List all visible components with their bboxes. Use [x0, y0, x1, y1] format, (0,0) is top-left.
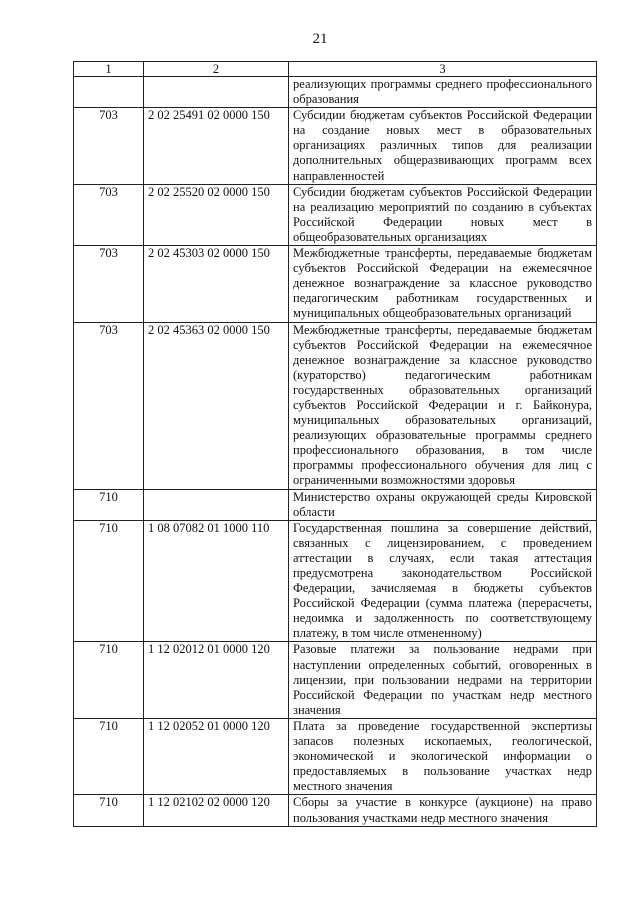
description-cell: Государственная пошлина за совершение действий, связанных с лицензированием, с проведением аттестации в случаях, если такая аттестация предусмотрена законодательством Российской Федерации, зачисляемая в бюджеты субъектов Российской Федерации (сумма платежа (перерасчеты, недоимка и задолженность по соответствующему платежу, в том числе отмененному): [289, 520, 597, 642]
description-cell: реализующих программы среднего профессионального образования: [289, 77, 597, 108]
budget-code-cell: 2 02 25520 02 0000 150: [144, 184, 289, 245]
admin-code-cell: 710: [74, 642, 144, 718]
budget-classification-table: [73, 61, 597, 827]
column-header-2: 2: [144, 62, 289, 77]
table-row: [74, 77, 597, 108]
admin-code-cell: 710: [74, 489, 144, 520]
table-row: [74, 322, 597, 489]
admin-code-cell: 710: [74, 718, 144, 794]
table-row: [74, 520, 597, 642]
admin-code-cell: 710: [74, 520, 144, 642]
admin-code-cell: 710: [74, 795, 144, 826]
budget-code-cell: 1 12 02012 01 0000 120: [144, 642, 289, 718]
budget-code-cell: 2 02 25491 02 0000 150: [144, 108, 289, 184]
admin-code-cell: [74, 77, 144, 108]
budget-code-cell: [144, 489, 289, 520]
table-header-row: [74, 62, 597, 77]
budget-code-cell: 2 02 45303 02 0000 150: [144, 246, 289, 322]
budget-code-cell: 1 12 02102 02 0000 120: [144, 795, 289, 826]
column-header-1: 1: [74, 62, 144, 77]
page-number: 21: [312, 31, 328, 47]
description-cell: Плата за проведение государственной экспертизы запасов полезных ископаемых, геологической, экономической и экологической информации о предоставляемых в пользование участках недр местного значения: [289, 718, 597, 794]
description-cell: Межбюджетные трансферты, передаваемые бюджетам субъектов Российской Федерации на ежемесячное денежное вознаграждение за классное руководство педагогическим работникам государственных и муниципальных общеобразовательных организаций: [289, 246, 597, 322]
table-row: [74, 246, 597, 322]
table-row: [74, 795, 597, 826]
budget-code-cell: 1 08 07082 01 1000 110: [144, 520, 289, 642]
table-row: [74, 718, 597, 794]
description-cell: Субсидии бюджетам субъектов Российской Федерации на реализацию мероприятий по созданию в субъектах Российской Федерации новых мест в общеобразовательных организациях: [289, 184, 597, 245]
description-cell: Министерство охраны окружающей среды Кировской области: [289, 489, 597, 520]
table-row: [74, 184, 597, 245]
description-cell: Межбюджетные трансферты, передаваемые бюджетам субъектов Российской Федерации на ежемесячное денежное вознаграждение за классное руководство (кураторство) педагогическим работникам государственных образовательных организаций субъектов Российской Федерации и г. Байконура, муниципальных образовательных организаций, реализующих образовательные программы среднего профессионального образования, в том числе программы профессионального обучения для лиц с ограниченными возможностями здоровья: [289, 322, 597, 489]
budget-code-cell: 1 12 02052 01 0000 120: [144, 718, 289, 794]
admin-code-cell: 703: [74, 246, 144, 322]
description-cell: Сборы за участие в конкурсе (аукционе) на право пользования участками недр местного значения: [289, 795, 597, 826]
budget-code-cell: [144, 77, 289, 108]
table-row: [74, 642, 597, 718]
table-row: [74, 108, 597, 184]
admin-code-cell: 703: [74, 322, 144, 489]
table-row: [74, 489, 597, 520]
column-header-3: 3: [289, 62, 597, 77]
admin-code-cell: 703: [74, 184, 144, 245]
description-cell: Субсидии бюджетам субъектов Российской Федерации на создание новых мест в образовательных организациях различных типов для реализации дополнительных общеразвивающих программ всех направленностей: [289, 108, 597, 184]
admin-code-cell: 703: [74, 108, 144, 184]
description-cell: Разовые платежи за пользование недрами при наступлении определенных событий, оговоренных в лицензии, при пользовании недрами на территории Российской Федерации по участкам недр местного значения: [289, 642, 597, 718]
budget-code-cell: 2 02 45363 02 0000 150: [144, 322, 289, 489]
